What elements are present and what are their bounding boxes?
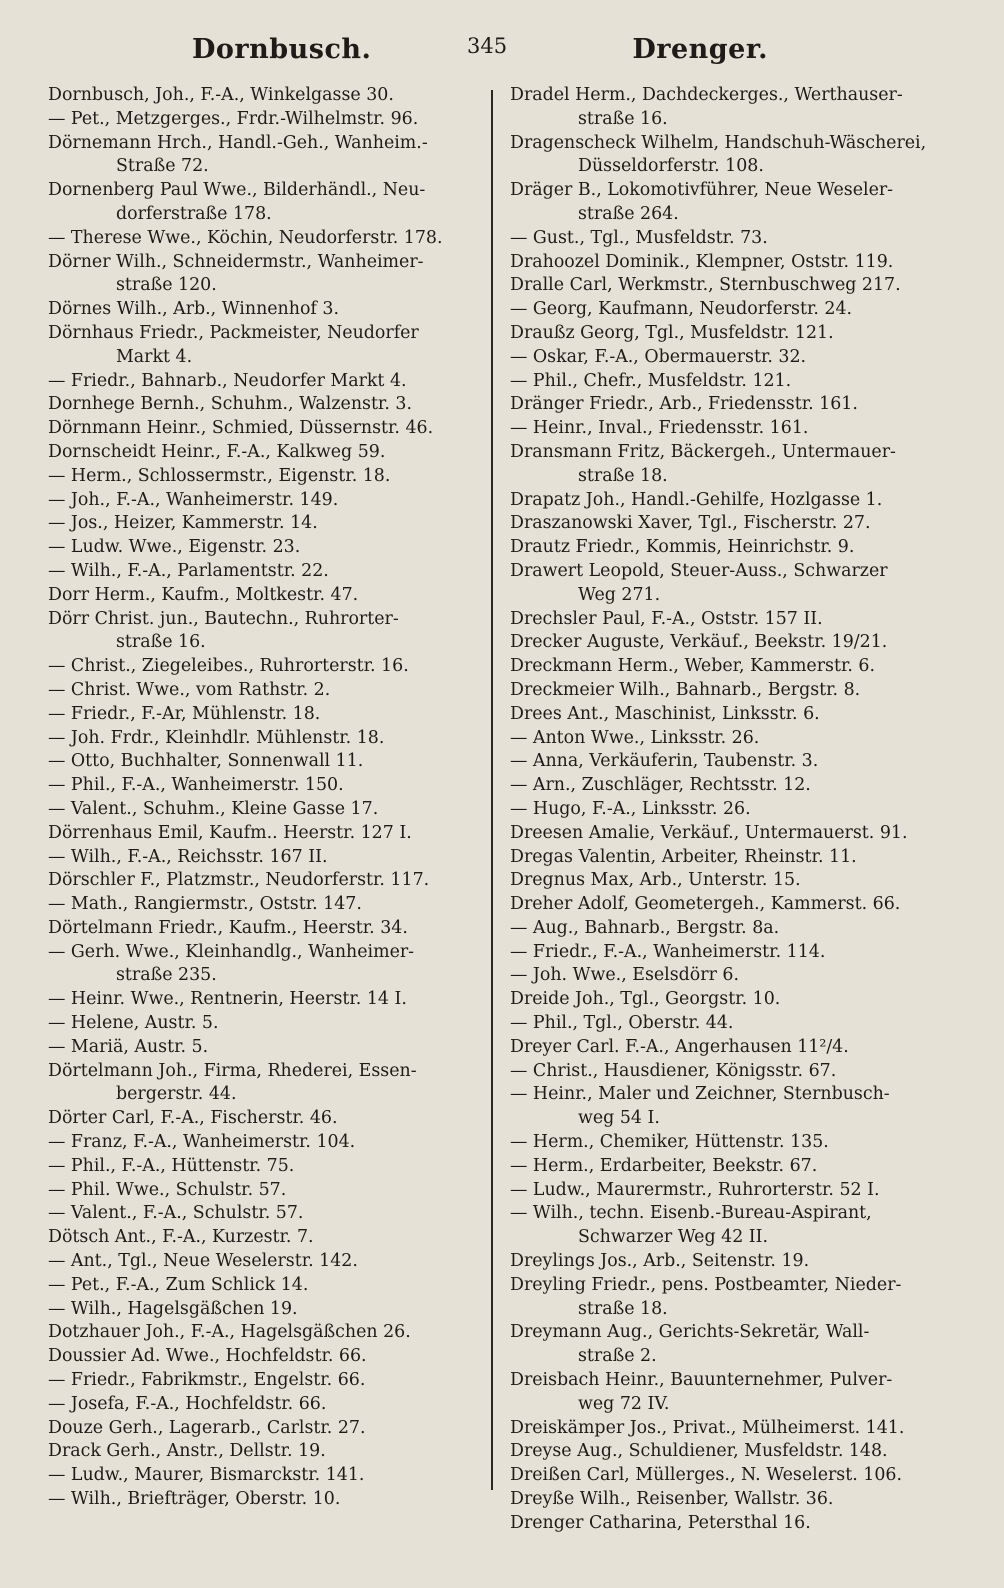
- directory-entry-line: Dreyse Aug., Schuldiener, Musfeldstr. 148.: [510, 1441, 888, 1462]
- directory-entry-line: Dörr Christ. jun., Bautechn., Ruhrorter-: [48, 608, 399, 629]
- directory-entry-line: Dörtelmann Joh., Firma, Rhederei, Essen-: [48, 1060, 417, 1081]
- directory-entry-line: Dörnmann Heinr., Schmied, Düssernstr. 46.: [48, 418, 434, 439]
- directory-entry-line: — Pet., Metzgerges., Frdr.-Wilhelmstr. 96.: [48, 108, 419, 129]
- directory-entry-line: Dreymann Aug., Gerichts-Sekretär, Wall-: [510, 1322, 870, 1343]
- directory-entry-line: — Anton Wwe., Linksstr. 26.: [510, 727, 760, 748]
- directory-entry-line: Dreyße Wilh., Reisenber, Wallstr. 36.: [510, 1489, 834, 1510]
- directory-entry-line: — Heinr., Inval., Friedensstr. 161.: [510, 418, 809, 439]
- directory-entry-line: Dreide Joh., Tgl., Georgstr. 10.: [510, 989, 781, 1010]
- directory-entry-line: Dragenscheck Wilhelm, Handschuh-Wäscherei,: [510, 132, 927, 153]
- directory-entry-line: — Christ. Wwe., vom Rathstr. 2.: [48, 679, 331, 700]
- directory-entry-line: — Jos., Heizer, Kammerstr. 14.: [48, 513, 318, 534]
- directory-entry-line: Drapatz Joh., Handl.-Gehilfe, Hozlgasse 1.: [510, 489, 883, 510]
- directory-entry-line: — Josefa, F.-A., Hochfeldstr. 66.: [48, 1393, 327, 1414]
- directory-entry-line: Dreesen Amalie, Verkäuf., Untermauerst. 91.: [510, 822, 908, 843]
- directory-entry-line: Drahoozel Dominik., Klempner, Oststr. 119.: [510, 251, 894, 272]
- directory-entry-line: — Wilh., Hagelsgäßchen 19.: [48, 1298, 298, 1319]
- directory-entry-line: Drenger Catharina, Petersthal 16.: [510, 1512, 811, 1533]
- directory-entry-line: Dradel Herm., Dachdeckerges., Werthauser-: [510, 85, 903, 105]
- directory-entry-line: Dornhege Bernh., Schuhm., Walzenstr. 3.: [48, 394, 412, 415]
- directory-entry-line: — Herm., Erdarbeiter, Beekstr. 67.: [510, 1155, 818, 1176]
- directory-entry-line: Dornbusch, Joh., F.-A., Winkelgasse 30.: [48, 85, 394, 105]
- directory-entry-line: Dreisbach Heinr., Bauunternehmer, Pulver-: [510, 1370, 893, 1391]
- directory-entry-line: — Wilh., F.-A., Reichsstr. 167 II.: [48, 846, 328, 867]
- page-header: [48, 28, 960, 68]
- directory-entry-line: Dotzhauer Joh., F.-A., Hagelsgäßchen 26.: [48, 1322, 411, 1343]
- entry-continuation-line: weg 72 IV.: [578, 1393, 670, 1414]
- directory-entry-line: — Valent., Schuhm., Kleine Gasse 17.: [48, 798, 379, 819]
- column-divider: [491, 90, 493, 1490]
- directory-entry-line: Dreyer Carl. F.-A., Angerhausen 11²/4.: [510, 1036, 849, 1057]
- directory-entry-line: — Math., Rangiermstr., Oststr. 147.: [48, 894, 362, 915]
- directory-entry-line: Dränger Friedr., Arb., Friedensstr. 161.: [510, 394, 858, 415]
- directory-entry-line: Dörrenhaus Emil, Kaufm.. Heerstr. 127 I.: [48, 822, 412, 843]
- directory-entry-line: Dralle Carl, Werkmstr., Sternbuschweg 217.: [510, 275, 901, 296]
- directory-entry-line: — Franz, F.-A., Wanheimerstr. 104.: [48, 1132, 356, 1153]
- directory-entry-line: — Wilh., techn. Eisenb.-Bureau-Aspirant,: [510, 1203, 872, 1224]
- directory-entry-line: Drecker Auguste, Verkäuf., Beekstr. 19/21.: [510, 632, 888, 653]
- directory-entry-line: — Mariä, Austr. 5.: [48, 1036, 209, 1057]
- entry-continuation-line: Weg 271.: [578, 584, 661, 605]
- directory-entry-line: Dörter Carl, F.-A., Fischerstr. 46.: [48, 1108, 338, 1129]
- directory-entry-line: — Phil. Wwe., Schulstr. 57.: [48, 1179, 287, 1200]
- directory-entry-line: — Phil., Tgl., Oberstr. 44.: [510, 1013, 734, 1034]
- directory-entry-line: Dreißen Carl, Müllerges., N. Weselerst. 106.: [510, 1465, 903, 1486]
- directory-entry-line: — Christ., Ziegeleibes., Ruhrorterstr. 16.: [48, 656, 409, 677]
- directory-entry-line: — Aug., Bahnarb., Bergstr. 8a.: [510, 917, 780, 938]
- directory-entry-line: Dregnus Max, Arb., Unterstr. 15.: [510, 870, 801, 891]
- directory-entry-line: — Oskar, F.-A., Obermauerstr. 32.: [510, 346, 807, 367]
- directory-entry-line: Dötsch Ant., F.-A., Kurzestr. 7.: [48, 1227, 314, 1248]
- directory-entry-line: — Pet., F.-A., Zum Schlick 14.: [48, 1274, 309, 1295]
- directory-entry-line: — Phil., F.-A., Hüttenstr. 75.: [48, 1155, 295, 1176]
- directory-entry-line: — Hugo, F.-A., Linksstr. 26.: [510, 798, 751, 819]
- directory-entry-line: Dörschler F., Platzmstr., Neudorferstr. 117.: [48, 870, 430, 891]
- directory-entry-line: — Ludw., Maurer, Bismarckstr. 141.: [48, 1465, 365, 1486]
- directory-entry-line: Dreckmeier Wilh., Bahnarb., Bergstr. 8.: [510, 679, 861, 700]
- directory-entry-line: Dorr Herm., Kaufm., Moltkestr. 47.: [48, 584, 359, 605]
- directory-entry-line: Douze Gerh., Lagerarb., Carlstr. 27.: [48, 1417, 366, 1438]
- directory-entry-line: Dregas Valentin, Arbeiter, Rheinstr. 11.: [510, 846, 857, 867]
- entry-continuation-line: straße 264.: [578, 203, 679, 224]
- entry-continuation-line: straße 2.: [578, 1346, 657, 1367]
- directory-entry-line: Doussier Ad. Wwe., Hochfeldstr. 66.: [48, 1346, 367, 1367]
- directory-entry-line: — Herm., Chemiker, Hüttenstr. 135.: [510, 1132, 829, 1153]
- directory-entry-line: Dreyling Friedr., pens. Postbeamter, Nieder-: [510, 1274, 902, 1295]
- directory-entry-line: Dreher Adolf, Geometergeh., Kammerst. 66.: [510, 894, 901, 915]
- entry-continuation-line: straße 18.: [578, 465, 668, 486]
- directory-entry-line: — Joh. Frdr., Kleinhdlr. Mühlenstr. 18.: [48, 727, 385, 748]
- directory-entry-line: — Christ., Hausdiener, Königsstr. 67.: [510, 1060, 837, 1081]
- directory-entry-line: — Herm., Schlossermstr., Eigenstr. 18.: [48, 465, 391, 486]
- directory-entry-line: — Ant., Tgl., Neue Weselerstr. 142.: [48, 1251, 358, 1272]
- directory-entry-line: — Wilh., F.-A., Parlamentstr. 22.: [48, 560, 329, 581]
- directory-entry-line: — Anna, Verkäuferin, Taubenstr. 3.: [510, 751, 819, 772]
- directory-entry-line: — Friedr., F.-Ar, Mühlenstr. 18.: [48, 703, 321, 724]
- directory-entry-line: Drees Ant., Maschinist, Linksstr. 6.: [510, 703, 820, 724]
- directory-entry-line: — Joh., F.-A., Wanheimerstr. 149.: [48, 489, 339, 510]
- directory-entry-line: — Joh. Wwe., Eselsdörr 6.: [510, 965, 739, 986]
- directory-entry-line: Dörnes Wilh., Arb., Winnenhof 3.: [48, 299, 339, 320]
- left-column: [48, 84, 480, 1512]
- directory-entry-line: — Friedr., Bahnarb., Neudorfer Markt 4.: [48, 370, 407, 391]
- directory-entry-line: — Phil., F.-A., Wanheimerstr. 150.: [48, 775, 344, 796]
- directory-entry-line: Dörner Wilh., Schneidermstr., Wanheimer-: [48, 251, 424, 272]
- directory-entry-line: — Phil., Chefr., Musfeldstr. 121.: [510, 370, 792, 391]
- directory-entry-line: Dreckmann Herm., Weber, Kammerstr. 6.: [510, 656, 875, 677]
- entry-continuation-line: Schwarzer Weg 42 II.: [578, 1227, 769, 1248]
- directory-entry-line: — Ludw., Maurermstr., Ruhrorterstr. 52 I.: [510, 1179, 880, 1200]
- directory-entry-line: — Friedr., Fabrikmstr., Engelstr. 66.: [48, 1370, 366, 1391]
- directory-entry-line: Drack Gerh., Anstr., Dellstr. 19.: [48, 1441, 326, 1462]
- directory-entry-line: — Heinr. Wwe., Rentnerin, Heerstr. 14 I.: [48, 989, 407, 1010]
- directory-entry-line: Drechsler Paul, F.-A., Oststr. 157 II.: [510, 608, 823, 629]
- directory-entry-line: Dräger B., Lokomotivführer, Neue Weseler-: [510, 180, 894, 201]
- entry-continuation-line: straße 120.: [116, 275, 217, 296]
- directory-entry-line: — Heinr., Maler und Zeichner, Sternbusch-: [510, 1084, 890, 1105]
- entry-continuation-line: weg 54 I.: [578, 1108, 660, 1129]
- entry-continuation-line: straße 16.: [116, 632, 206, 653]
- entry-continuation-line: bergerstr. 44.: [116, 1084, 237, 1105]
- entry-continuation-line: straße 18.: [578, 1298, 668, 1319]
- directory-entry-line: Dornscheidt Heinr., F.-A., Kalkweg 59.: [48, 441, 386, 462]
- entry-continuation-line: Straße 72.: [116, 156, 209, 177]
- directory-entry-line: Drautz Friedr., Kommis, Heinrichstr. 9.: [510, 537, 855, 558]
- entry-continuation-line: dorferstraße 178.: [116, 203, 272, 224]
- directory-entry-line: — Helene, Austr. 5.: [48, 1013, 219, 1034]
- directory-entry-line: — Arn., Zuschläger, Rechtsstr. 12.: [510, 775, 811, 796]
- entry-continuation-line: Markt 4.: [116, 346, 193, 367]
- directory-entry-line: — Gerh. Wwe., Kleinhandlg., Wanheimer-: [48, 941, 415, 962]
- directory-entry-line: — Friedr., F.-A., Wanheimerstr. 114.: [510, 941, 826, 962]
- directory-entry-line: Dornenberg Paul Wwe., Bilderhändl., Neu-: [48, 180, 426, 201]
- directory-entry-line: — Georg, Kaufmann, Neudorferstr. 24.: [510, 299, 853, 320]
- header-right-word: Drenger.: [632, 34, 768, 65]
- directory-entry-line: — Otto, Buchhalter, Sonnenwall 11.: [48, 751, 364, 772]
- directory-entry-line: — Gust., Tgl., Musfeldstr. 73.: [510, 227, 768, 248]
- directory-entry-line: Dörnhaus Friedr., Packmeister, Neudorfer: [48, 322, 419, 343]
- directory-entry-line: Dörtelmann Friedr., Kaufm., Heerstr. 34.: [48, 917, 408, 938]
- page-number: 345: [467, 34, 508, 58]
- entry-continuation-line: Düsseldorferstr. 108.: [578, 156, 764, 177]
- directory-entry-line: Dransmann Fritz, Bäckergeh., Untermauer-: [510, 441, 896, 462]
- header-left-word: Dornbusch.: [192, 34, 372, 65]
- directory-entry-line: — Valent., F.-A., Schulstr. 57.: [48, 1203, 304, 1224]
- directory-entry-line: Dreiskämper Jos., Privat., Mülheimerst. 141.: [510, 1417, 905, 1438]
- entry-continuation-line: straße 16.: [578, 108, 668, 129]
- directory-entry-line: Dreylings Jos., Arb., Seitenstr. 19.: [510, 1251, 810, 1272]
- directory-entry-line: — Therese Wwe., Köchin, Neudorferstr. 178.: [48, 227, 443, 248]
- directory-entry-line: Draszanowski Xaver, Tgl., Fischerstr. 27.: [510, 513, 871, 534]
- directory-entry-line: Draußz Georg, Tgl., Musfeldstr. 121.: [510, 322, 834, 343]
- directory-entry-line: — Ludw. Wwe., Eigenstr. 23.: [48, 537, 301, 558]
- directory-entry-line: Dörnemann Hrch., Handl.-Geh., Wanheim.-: [48, 132, 428, 153]
- entry-continuation-line: straße 235.: [116, 965, 217, 986]
- directory-entry-line: — Wilh., Briefträger, Oberstr. 10.: [48, 1489, 341, 1510]
- right-column: [510, 84, 960, 1536]
- directory-entry-line: Drawert Leopold, Steuer-Auss., Schwarzer: [510, 560, 888, 581]
